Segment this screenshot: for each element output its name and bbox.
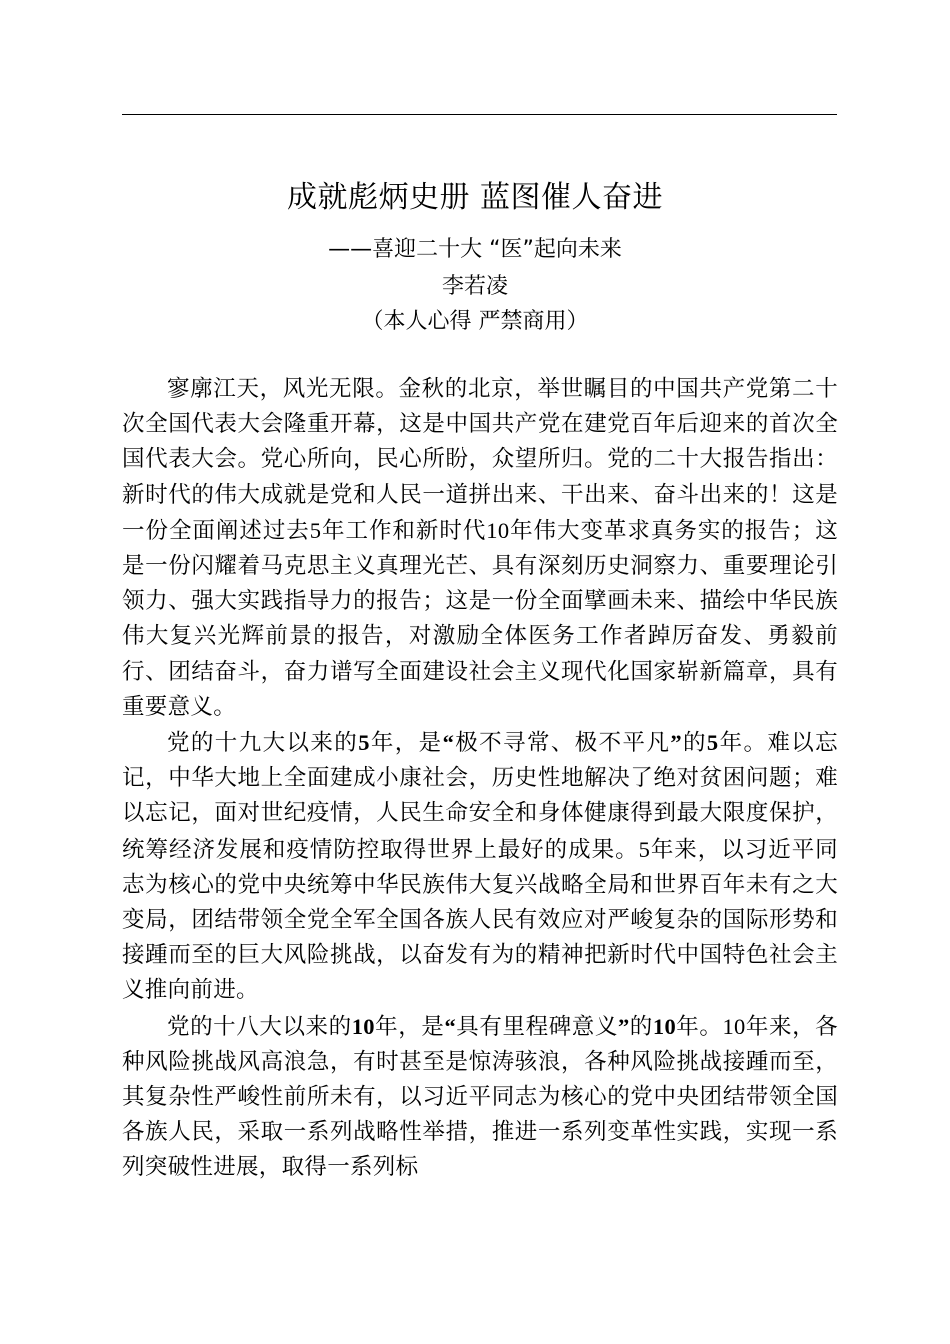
body-paragraph bbox=[122, 725, 838, 1009]
paragraph-segment: ” bbox=[670, 730, 682, 756]
paragraph-segment: 年。 bbox=[676, 1013, 723, 1040]
paragraph-segment: 的 bbox=[629, 1013, 653, 1040]
document-author: 李若凌 bbox=[441, 274, 508, 299]
body-paragraph bbox=[122, 1009, 838, 1186]
paragraph-segment: 10 bbox=[351, 1013, 375, 1039]
paragraph-segment: 党的十八大以来的 bbox=[167, 1013, 352, 1040]
document-subtitle: ——喜迎二十大 “医”起向未来 bbox=[328, 237, 622, 262]
paragraph-segment: 年来，各种风险挑战风高浪急，有时甚至是惊涛骇浪，各种风险挑战接踵而至，其复杂性严峻性前所未有，以习近平同志为核心的党中央团结带领全国各族人民，采取一系列战略性举措，推进一系列变革性实践，实现一系列突破性进展，取得一系列标 bbox=[122, 1013, 838, 1181]
body-paragraph bbox=[122, 372, 838, 725]
paragraph-segment: “ bbox=[444, 1013, 456, 1039]
paragraph-segment: 党的十九大以来的 bbox=[167, 730, 359, 757]
paragraph-segment: 年，是 bbox=[374, 1013, 445, 1040]
paragraph-segment: 年，是 bbox=[369, 730, 443, 757]
paragraph-segment: 的 bbox=[681, 730, 707, 757]
paragraph-segment: 10 bbox=[652, 1013, 677, 1039]
paragraph-segment: 10 bbox=[722, 1013, 746, 1039]
paragraph-segment: “ bbox=[442, 730, 455, 756]
paragraph-segment: 寥廓江天，风光无限。金秋的北京，举世瞩目的中国共产党第二十次全国代表大会隆重开幕，这是中国共产党在建党百年后迎来的首次全国代表大会。党心所向，民心所盼，众望所归。党的二十大报告指出：新时代的伟大成就是党和人民一道拼出来、干出来、奋斗出来的！这是一份全面阐述过去 bbox=[122, 376, 838, 544]
paragraph-segment: 年来，以习近平同志为核心的党中央统筹中华民族伟大复兴战略全局和世界百年未有之大变局，团结带领全党全军全国各族人民有效应对严峻复杂的国际形势和接踵而至的巨大风险挑战，以奋发有为的精神把新时代中国特色社会主义推向前进。 bbox=[122, 836, 838, 1004]
document-body bbox=[122, 372, 838, 1186]
paragraph-segment: ” bbox=[617, 1013, 630, 1039]
document-note: （本人心得 严禁商用） bbox=[361, 309, 589, 334]
paragraph-segment: 年伟大变革求真务实的报告；这是一份闪耀着马克思主义真理光芒、具有深刻历史洞察力、重要理论引领力、强大实践指导力的报告；这是一份全面擘画未来、描绘中华民族伟大复兴光辉前景的报告，对激励全体医务工作者踔厉奋发、勇毅前行、团结奋斗，奋力谱写全面建设社会主义现代化国家崭新篇章，具有重要意义。 bbox=[122, 517, 838, 720]
paragraph-segment: 年工作和新时代 bbox=[321, 517, 487, 544]
paragraph-segment: 5 bbox=[638, 836, 651, 862]
paragraph-segment: 5 bbox=[706, 730, 719, 756]
document-title: 成就彪炳史册 蓝图催人奋进 bbox=[286, 180, 664, 215]
header-rule bbox=[122, 114, 837, 115]
paragraph-segment: 具有里程碑意义 bbox=[456, 1013, 618, 1040]
paragraph-segment: 5 bbox=[309, 517, 322, 543]
paragraph-segment: 10 bbox=[486, 517, 510, 543]
paragraph-segment: 极不寻常、极不平凡 bbox=[454, 730, 671, 757]
paragraph-segment: 5 bbox=[358, 730, 370, 756]
paragraph-segment: 年。难以忘记，中华大地上全面建成小康社会，历史性地解决了绝对贫困问题；难以忘记，面对世纪疫情，人民生命安全和身体健康得到最大限度保护，统筹经济发展和疫情防控取得世界上最好的成果。 bbox=[122, 730, 838, 863]
